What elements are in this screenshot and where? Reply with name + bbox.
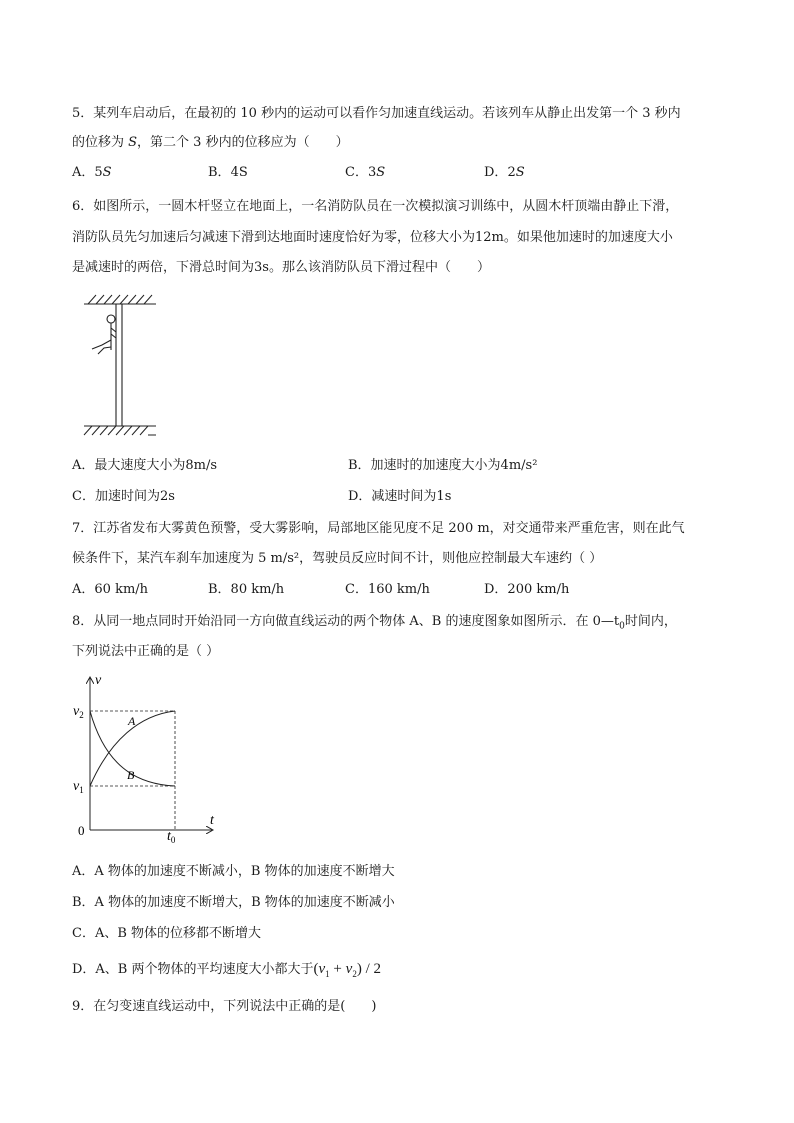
q7-line2: 候条件下，某汽车刹车加速度为 5 m/s²，驾驶员反应时间不计，则他应控制最大车速约（ ） [72,551,603,566]
origin-label: 0 [78,823,85,838]
firefighter-icon [92,315,116,354]
q5-line2 [72,133,349,153]
axis-v-label: v [95,673,102,688]
formula-v2: v [345,961,353,977]
q6-option-c: C．加速时间为2s [72,489,175,504]
formula-close: ) [356,961,362,977]
q5-option-c-coef: 3 [367,165,377,180]
v2-label-sub: 2 [79,710,84,720]
v2-label-v: v [73,704,80,719]
v1-label-v: v [73,779,80,794]
formula-plus: + [329,961,346,977]
curve-a-label: A [128,714,136,728]
q5-option-c-var: S [376,165,386,180]
q5-option-d-coef: 2 [507,165,516,180]
formula-sub2: 2 [352,969,357,979]
q5-option-b-coef: 4S [230,165,248,180]
q8-line1 [72,612,677,637]
q7-option-a: A．60 km/h [72,582,149,597]
formula-open: ( [313,961,319,977]
v1-label-sub: 1 [79,785,84,795]
v2-label [73,704,84,720]
q6-line1: 6．如图所示，一圆木杆竖立在地面上，一名消防队员在一次模拟演习训练中，从圆木杆顶端由静止下滑， [72,199,679,214]
formula-div: / 2 [361,961,381,977]
q5-option-c [345,163,385,183]
q5-option-b-label: B． [208,165,231,180]
q6-line3: 是减速时的两倍，下滑总时间为3s。那么该消防队员下滑过程中（ ） [72,260,490,275]
firefighter-pole-figure [80,292,170,442]
q5-option-a-coef: 5 [94,165,103,180]
q8-line1-pre: 8．从同一地点同时开始沿同一方向做直线运动的两个物体 A、B 的速度图象如图所示．在 0—t [72,614,620,629]
q5-option-d-label: D． [484,165,508,180]
q5-line2-var: S [128,135,138,150]
q8-line1-sub: 0 [619,621,625,632]
q6-option-b: B．加速时的加速度大小为4m/s² [348,458,538,473]
q5-option-a [72,163,112,183]
axis-t-label: t [210,813,214,828]
q8-line2: 下列说法中正确的是（ ） [72,644,220,659]
q8-option-a: A．A 物体的加速度不断减小，B 物体的加速度不断增大 [72,864,395,879]
q9-line1: 9．在匀变速直线运动中，下列说法中正确的是( ) [72,999,377,1014]
q5-line2-post: ，第二个 3 秒内的位移应为（ ） [137,135,349,150]
q8-option-d [72,959,381,984]
q7-line1: 7．江苏省发布大雾黄色预警，受大雾影响，局部地区能见度不足 200 m，对交通带来严重危害，则在此气 [72,521,685,536]
q5-option-a-label: A． [72,165,95,180]
q8-option-d-formula [314,961,381,977]
ground-hatch [84,426,156,435]
q8-option-d-text: D．A、B 两个物体的平均速度大小都大于 [72,962,314,977]
wooden-pole [116,304,122,426]
q5-option-c-label: C． [345,165,368,180]
q5-option-d [484,163,525,183]
q6-option-a: A．最大速度大小为8m/s [72,458,218,473]
t0-label [167,829,176,845]
q5-option-a-var: S [102,165,112,180]
q5-line2-pre: 的位移为 [72,135,129,150]
q7-option-b: B．80 km/h [208,582,285,597]
q6-option-d: D．减速时间为1s [348,489,452,504]
t0-label-sub: 0 [170,835,176,845]
q5-line1: 5．某列车启动后，在最初的 10 秒内的运动可以看作匀加速直线运动。若该列车从静止出发第一个 3 秒内 [72,106,681,121]
q7-option-d: D．200 km/h [484,582,570,597]
formula-v1: v [318,961,326,977]
q5-option-d-var: S [515,165,525,180]
velocity-time-graph [70,670,230,850]
ceiling-hatch [84,295,156,304]
formula-sub1: 1 [325,969,330,979]
q6-line2: 消防队员先匀加速后匀减速下滑到达地面时速度恰好为零，位移大小为12m。如果他加速时的加速度大小 [72,230,673,245]
t0-label-t: t [167,829,171,844]
q8-line1-post: 时间内， [624,614,677,629]
q8-option-b: B．A 物体的加速度不断增大，B 物体的加速度不断减小 [72,895,395,910]
q7-option-c: C．160 km/h [345,582,430,597]
v1-label [73,779,84,795]
curve-b-label: B [127,768,135,782]
q5-option-b [208,163,248,183]
q8-option-c: C．A、B 物体的位移都不断增大 [72,926,262,941]
